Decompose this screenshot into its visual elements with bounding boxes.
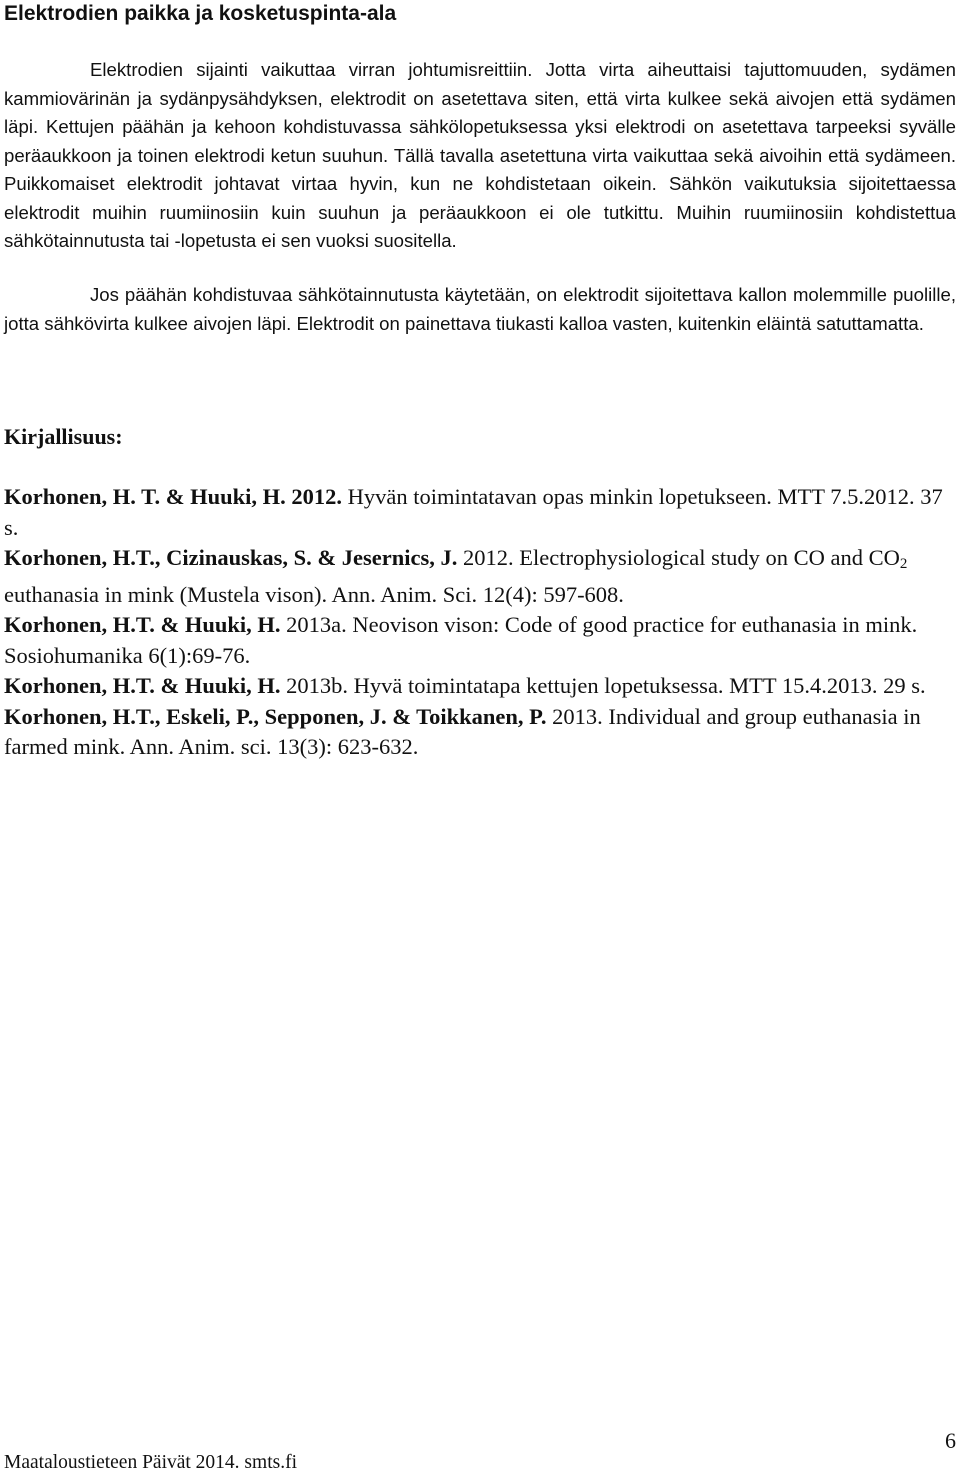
reference-text: 2013. Individual and group euthanasia in farmed mink. Ann. Anim. sci. 13(3): 623-632. (4, 703, 921, 759)
reference-authors: Korhonen, H.T. & Huuki, H. (4, 673, 281, 698)
reference-item (4, 543, 954, 610)
subscript: 2 (899, 556, 908, 572)
reference-authors: Korhonen, H.T. & Huuki, H. (4, 612, 281, 637)
paragraph-text: Elektrodien sijainti vaikuttaa virran johtumisreittiin. Jotta virta aiheuttaisi tajuttomuuden, sydämen kammiovärinän ja sydänpysähdyksen, elektrodit on asetettava siten, että virta kulkee sekä aivojen että sydämen läpi. Kettujen päähän ja kehoon kohdistuvassa sähkölopetuksessa yksi elektrodi on asetettava tarpeeksi syvälle peräaukkoon ja toinen elektrodi ketun suuhun. Tällä tavalla asetettuna virta vaikuttaa sekä aivoihin että sydämeen. Puikkomaiset elektrodit johtavat virtaa hyvin, kun ne kohdistetaan oikein. Sähkön vaikutuksia sijoitettaessa elektrodit muihin ruumiinosiin kuin suuhun ja peräaukkoon ei ole tutkittu. Muihin ruumiinosiin kohdistettua sähkötainnutusta tai -lopetusta ei sen vuoksi suositella. (4, 59, 956, 251)
reference-authors: Korhonen, H.T., Eskeli, P., Sepponen, J. & Toikkanen, P. (4, 703, 547, 729)
reference-text: 2013a. Neovison vison: Code of good practice for euthanasia in mink. Sosiohumanika 6(1):69-76. (4, 612, 918, 668)
reference-item (4, 702, 954, 763)
page-footer: Maataloustieteen Päivät 2014. smts.fi (4, 1452, 297, 1473)
section-heading: Elektrodien paikka ja kosketuspinta-ala (4, 2, 397, 25)
reference-text: 2013b. Hyvä toimintatapa kettujen lopetuksessa. MTT 15.4.2013. 29 s. (280, 673, 926, 698)
paragraph-text: Jos päähän kohdistuvaa sähkötainnutusta käytetään, on elektrodit sijoitettava kallon molemmille puolille, jotta sähkövirta kulkee aivojen läpi. Elektrodit on painettava tiukasti kalloa vasten, kuitenkin eläintä satuttamatta. (4, 284, 956, 334)
reference-item (4, 610, 954, 671)
reference-text: 2012. Electrophysiological study on CO and CO (457, 545, 900, 570)
reference-text: Hyvän toimintatavan opas minkin lopetukseen. MTT 7.5.2012. 37 s. (4, 484, 943, 540)
paragraph-head-stunning (4, 281, 956, 338)
paragraph-electrode-placement (4, 56, 956, 256)
reference-text: euthanasia in mink (Mustela vison). Ann. Anim. Sci. 12(4): 597-608. (4, 581, 624, 607)
reference-item (4, 482, 954, 543)
references-list (4, 482, 954, 763)
reference-authors: Korhonen, H. T. & Huuki, H. 2012. (4, 484, 342, 509)
reference-item (4, 671, 954, 702)
reference-authors: Korhonen, H.T., Cizinauskas, S. & Jesernics, J. (4, 545, 458, 570)
references-heading: Kirjallisuus: (4, 424, 123, 449)
page-number: 6 (945, 1428, 956, 1453)
